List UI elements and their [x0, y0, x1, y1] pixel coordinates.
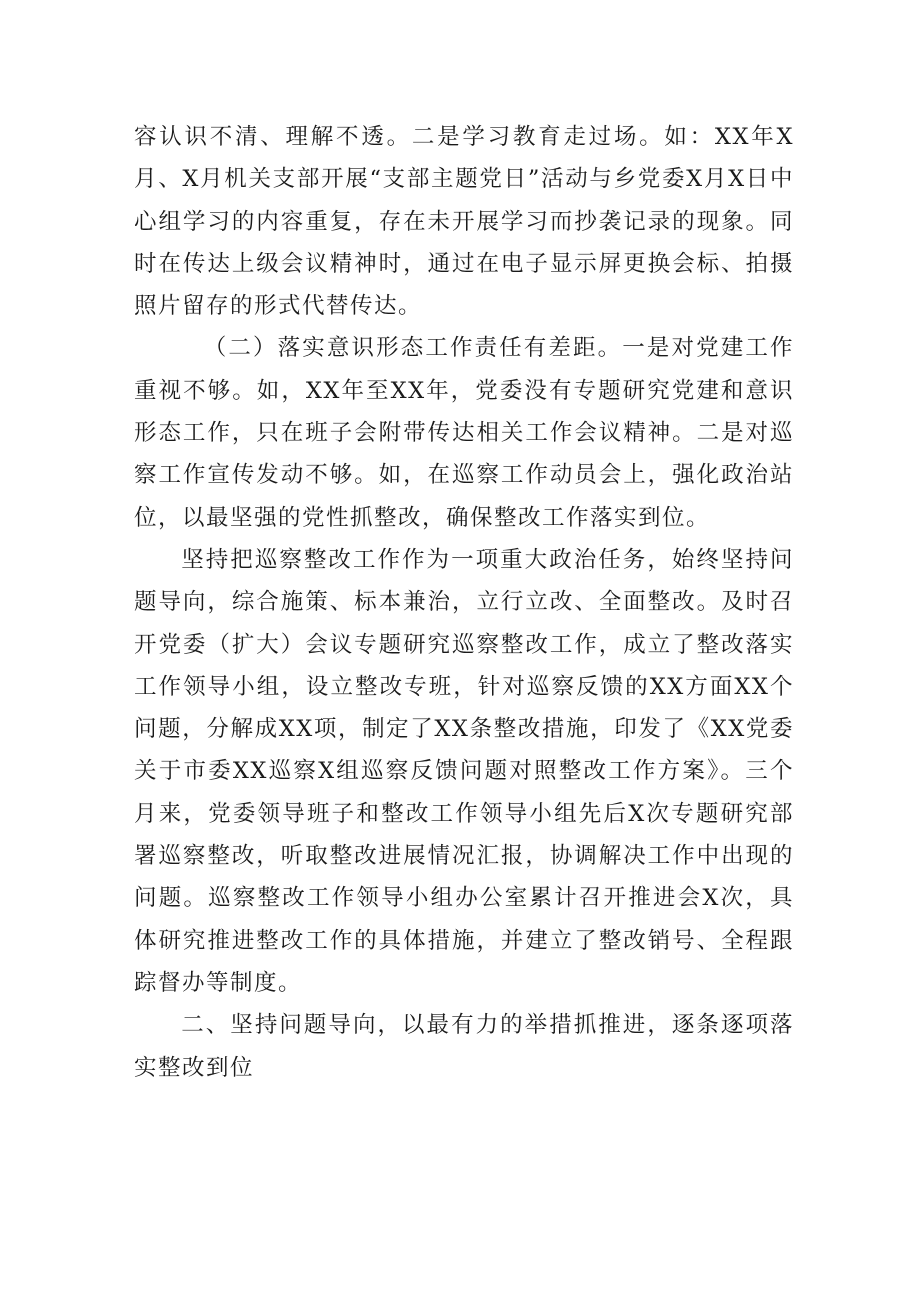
document-body [134, 116, 794, 1089]
paragraph-continuation: 容认识不清、理解不透。二是学习教育走过场。如：XX年X月、X月机关支部开展“支部主题党日”活动与乡党委X月X日中心组学习的内容重复，存在未开展学习而抄袭记录的现象。同时在传达上级会议精神时，通过在电子显示屏更换会标、拍摄照片留存的形式代替传达。 [134, 124, 794, 320]
paragraph-rectification-work: 坚持把巡察整改工作作为一项重大政治任务，始终坚持问题导向，综合施策、标本兼治，立行立改、全面整改。及时召开党委（扩大）会议专题研究巡察整改工作，成立了整改落实工作领导小组，设立整改专班，针对巡察反馈的XX方面XX个问题，分解成XX项，制定了XX条整改措施，印发了《XX党委关于市委XX巡察X组巡察反馈问题对照整改工作方案》。三个月来，党委领导班子和整改工作领导小组先后X次专题研究部署巡察整改，听取整改进展情况汇报，协调解决工作中出现的问题。巡察整改工作领导小组办公室累计召开推进会X次，具体研究推进整改工作的具体措施，并建立了整改销号、全程跟踪督办等制度。 [134, 546, 794, 996]
section-heading-two: 二、坚持问题导向，以最有力的举措抓推进，逐条逐项落实整改到位 [134, 1012, 794, 1081]
paragraph-section-two: （二）落实意识形态工作责任有差距。一是对党建工作重视不够。如，XX年至XX年，党委没有专题研究党建和意识形态工作，只在班子会附带传达相关工作会议精神。二是对巡察工作宣传发动不够。如，在巡察工作动员会上，强化政治站位，以最坚强的党性抓整改，确保整改工作落实到位。 [134, 335, 794, 531]
